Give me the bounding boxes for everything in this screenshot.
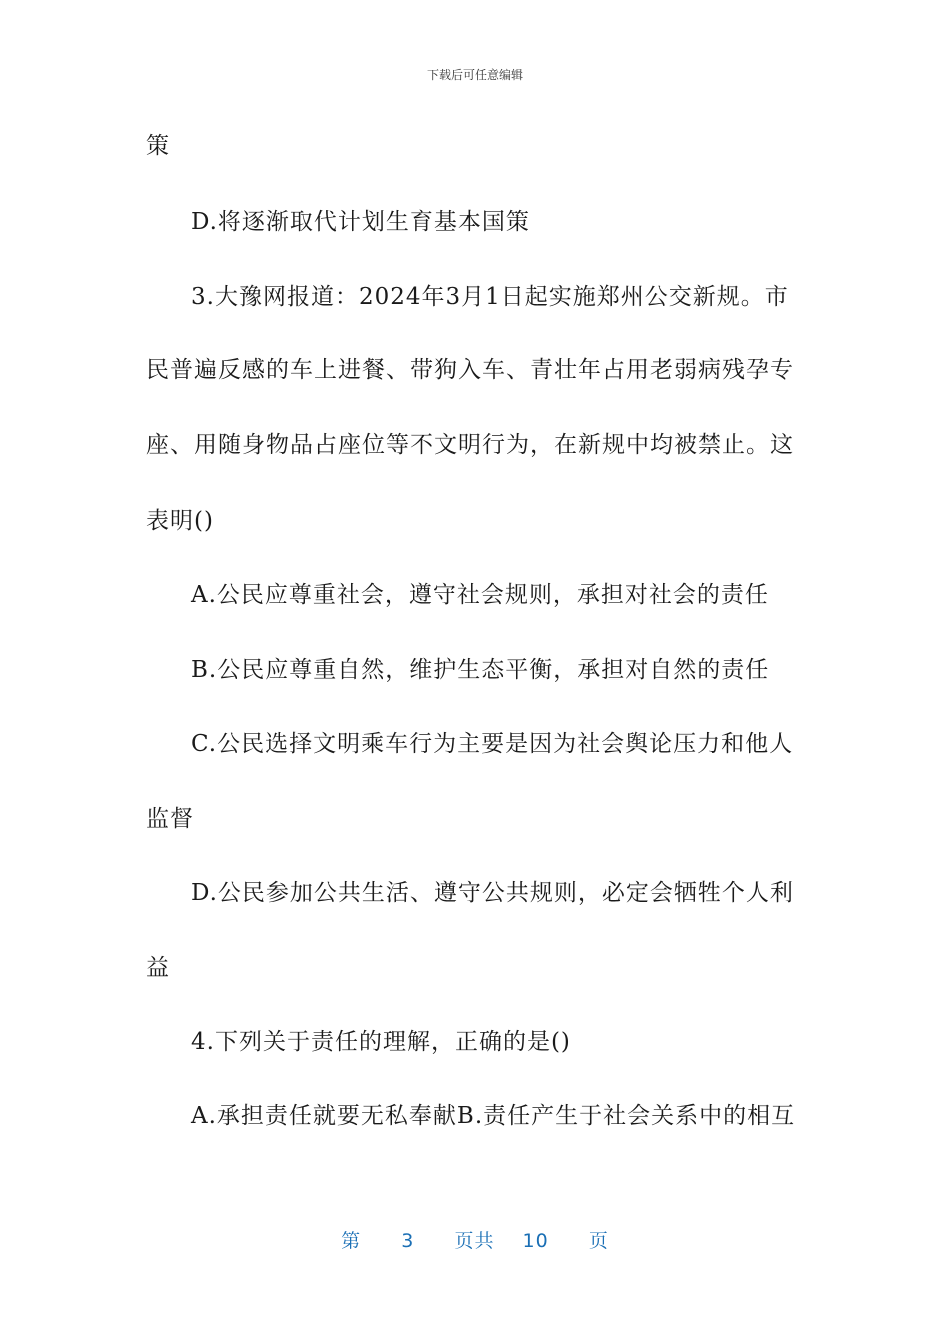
option-c-line: C.公民选择文明乘车行为主要是因为社会舆论压力和他人 [191, 731, 794, 757]
question-4-line: 4.下列关于责任的理解，正确的是() [191, 1029, 571, 1055]
option-a-line: A.公民应尊重社会，遵守社会规则，承担对社会的责任 [191, 582, 769, 608]
text-line: 表明() [146, 508, 214, 534]
footer-label-page: 第 [341, 1230, 362, 1252]
text-line: 监督 [146, 806, 194, 832]
text-line: 民普遍反感的车上进餐、带狗入车、青壮年占用老弱病残孕专 [146, 357, 794, 383]
page-footer [0, 1226, 950, 1253]
option-ab-line: A.承担责任就要无私奉献B.责任产生于社会关系中的相互 [191, 1103, 796, 1129]
page-header-note: 下载后可任意编辑 [426, 68, 523, 82]
option-b-line: B.公民应尊重自然，维护生态平衡，承担对自然的责任 [191, 657, 770, 683]
option-d-line: D.公民参加公共生活、遵守公共规则，必定会牺牲个人利 [191, 880, 794, 906]
text-line: 策 [146, 133, 170, 159]
current-page-number: 3 [401, 1230, 415, 1252]
question-3-line: 3.大豫网报道：2024年3月1日起实施郑州公交新规。市 [191, 284, 789, 310]
text-line: 座、用随身物品占座位等不文明行为，在新规中均被禁止。这 [146, 432, 794, 458]
footer-label-total: 页共 [454, 1230, 495, 1252]
footer-label-end: 页 [588, 1230, 609, 1252]
text-line: D.将逐渐取代计划生育基本国策 [191, 209, 530, 235]
total-pages-number: 10 [522, 1230, 549, 1252]
text-line: 益 [146, 955, 170, 981]
